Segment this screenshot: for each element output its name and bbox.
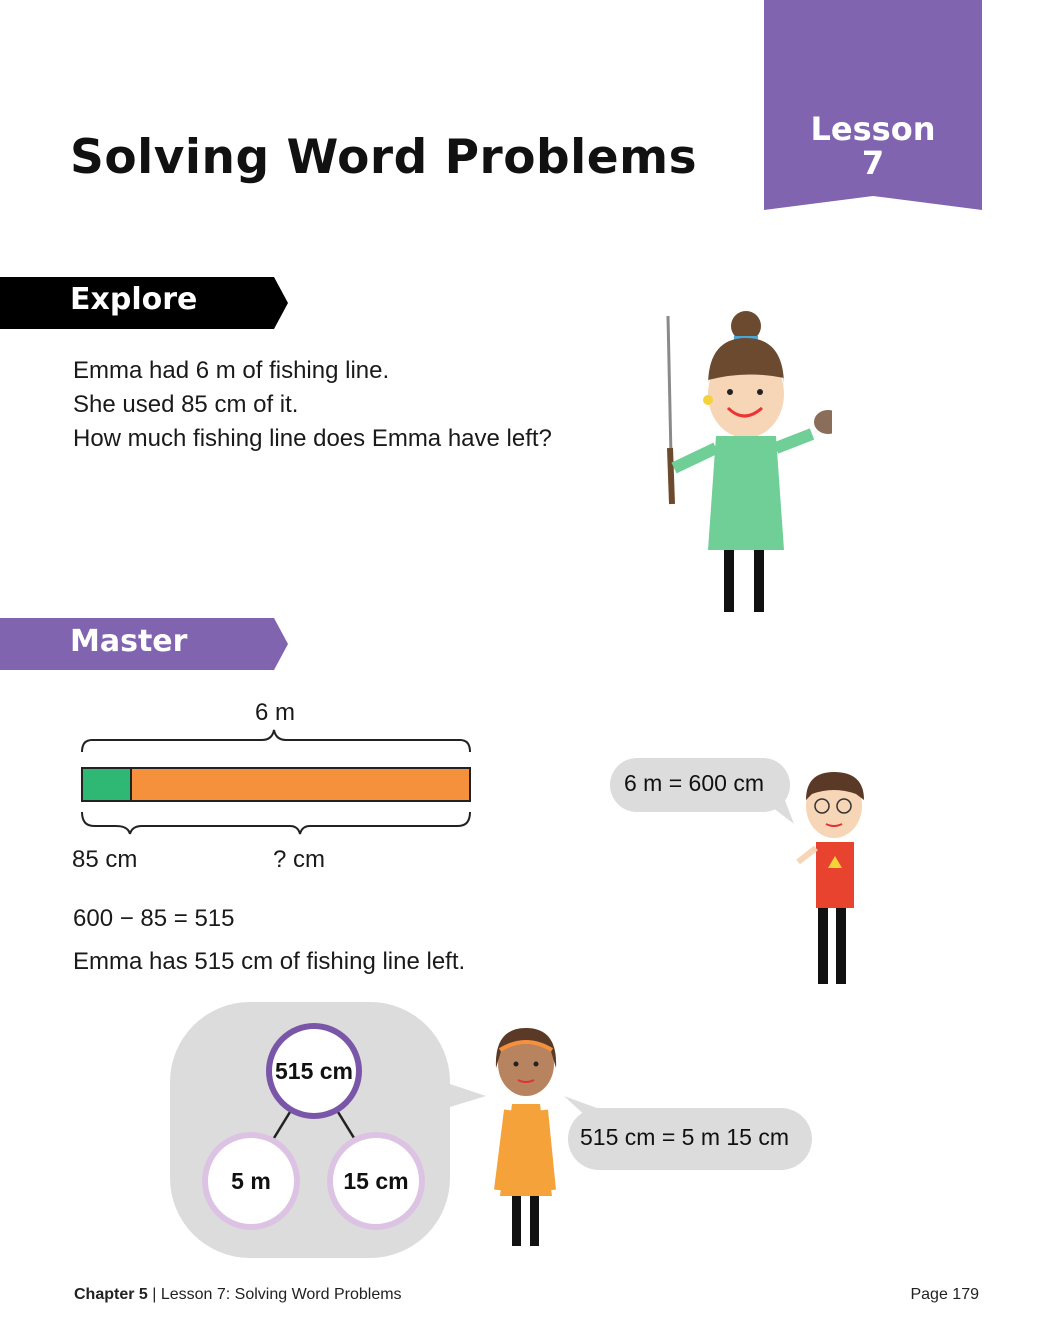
page-title: Solving Word Problems bbox=[70, 130, 698, 185]
number-bond-bubble bbox=[168, 1000, 488, 1262]
problem-line: How much fishing line does Emma have left? bbox=[73, 425, 552, 452]
bond-part1-value: 5 m bbox=[231, 1168, 271, 1194]
footer-chapter-info bbox=[74, 1286, 402, 1304]
part-brace bbox=[82, 812, 130, 834]
problem-text bbox=[73, 354, 552, 456]
lesson-label: Lesson bbox=[810, 110, 936, 148]
bar-unknown-label: ? cm bbox=[273, 846, 326, 873]
bar-part-label: 85 cm bbox=[72, 846, 138, 873]
rest-brace bbox=[130, 812, 470, 834]
footer-chapter: Chapter 5 bbox=[74, 1286, 148, 1303]
boy-speech-text: 6 m = 600 cm bbox=[624, 770, 764, 796]
lesson-number: 7 bbox=[861, 144, 885, 182]
problem-line: Emma had 6 m of fishing line. bbox=[73, 357, 390, 384]
master-heading: Master bbox=[70, 624, 188, 659]
footer-lesson: Lesson 7: Solving Word Problems bbox=[160, 1286, 402, 1303]
bond-part2-value: 15 cm bbox=[343, 1168, 409, 1194]
bar-total-label: 6 m bbox=[255, 699, 296, 726]
explore-heading: Explore bbox=[70, 282, 198, 317]
equation: 600 − 85 = 515 bbox=[73, 905, 235, 932]
lesson-badge bbox=[764, 112, 982, 180]
bar-part-green bbox=[82, 768, 131, 801]
girl-illustration bbox=[486, 1026, 566, 1250]
footer-separator: | bbox=[147, 1286, 161, 1303]
footer-page-number: Page 179 bbox=[910, 1286, 979, 1303]
answer-sentence: Emma has 515 cm of fishing line left. bbox=[73, 948, 466, 975]
boy-illustration bbox=[790, 770, 870, 992]
bond-whole-value: 515 cm bbox=[274, 1058, 353, 1084]
girl-speech-text: 515 cm = 5 m 15 cm bbox=[580, 1124, 789, 1150]
bar-model bbox=[76, 728, 476, 840]
problem-line: She used 85 cm of it. bbox=[73, 391, 299, 418]
top-brace bbox=[82, 730, 470, 752]
bar-part-orange bbox=[131, 768, 470, 801]
emma-illustration bbox=[652, 308, 832, 620]
